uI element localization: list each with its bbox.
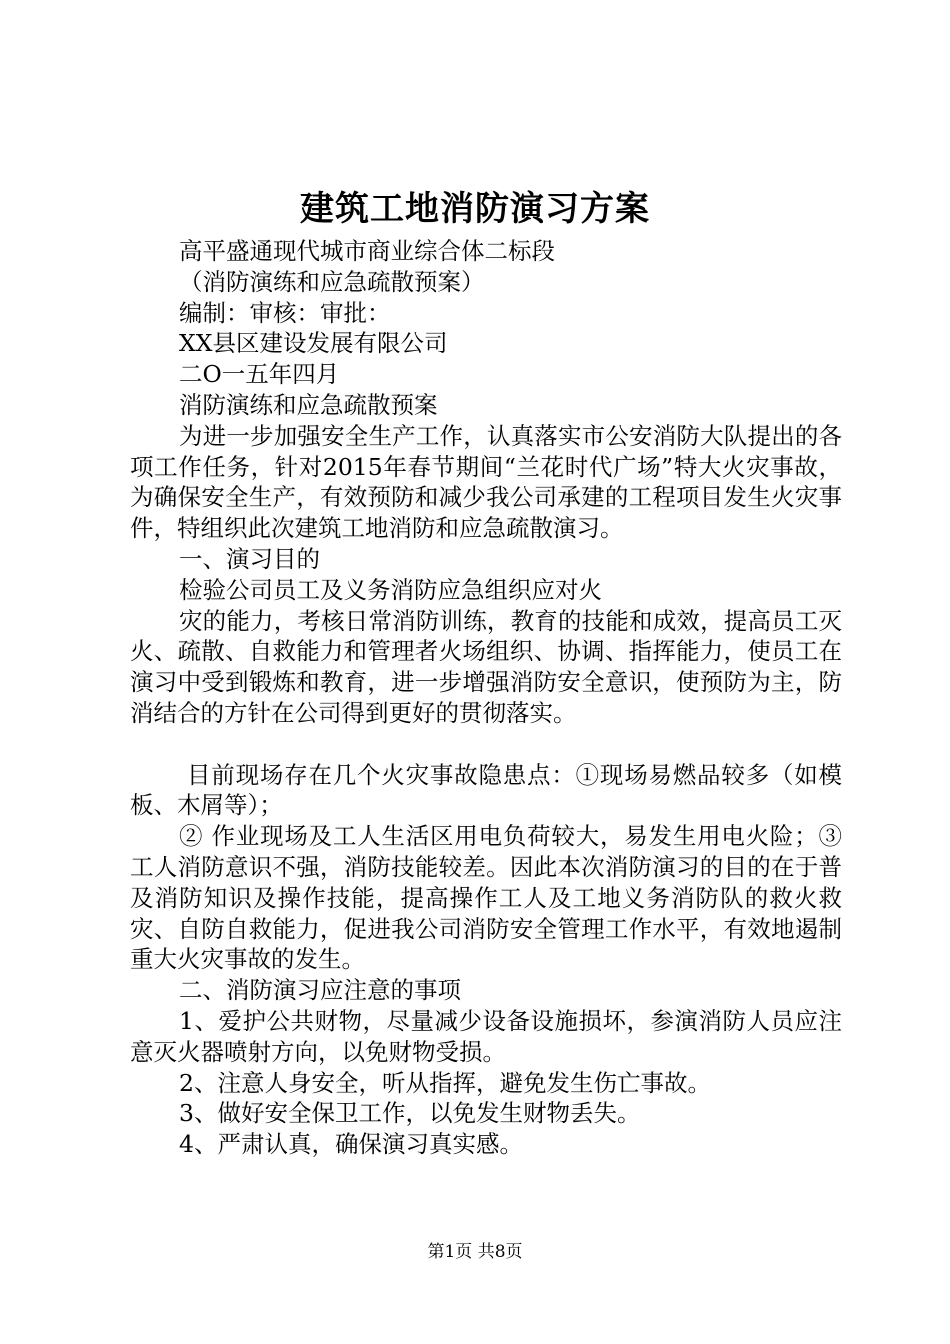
- section-2-heading: 二、消防演习应注意的事项: [179, 976, 461, 1005]
- date-line: 二O一五年四月: [179, 360, 340, 389]
- project-name-line: 高平盛通现代城市商业综合体二标段: [179, 237, 555, 265]
- section-1-heading: 一、演习目的: [179, 544, 320, 573]
- section-2-item-4: 4、严肃认真，确保演习真实感。: [179, 1130, 523, 1159]
- hazards-paragraph-2: ② 作业现场及工人生活区用电负荷较大，易发生用电火险；③工人消防意识不强，消防技能较差。因此本次消防演习的目的在于普及消防知识及操作技能，提高操作工人及工地义务消防队的救火救灾、自防自救能力，促进我公司消防安全管理工作水平，有效地遏制重大火灾事故的发生。: [130, 822, 842, 974]
- intro-paragraph: 为进一步加强安全生产工作，认真落实市公安消防大队提出的各项工作任务，针对2015年春节期间“兰花时代广场”特大火灾事故，为确保安全生产，有效预防和减少我公司承建的工程项目发生火灾事件，特组织此次建筑工地消防和应急疏散演习。: [130, 421, 842, 543]
- section-2-item-2: 2、注意人身安全，听从指挥，避免发生伤亡事故。: [179, 1068, 711, 1097]
- hazards-paragraph-1: 目前现场存在几个火灾事故隐患点：①现场易燃品较多（如模板、木屑等）；: [130, 760, 842, 820]
- paragraph-gap: [130, 729, 842, 760]
- page-number-footer: 第1页 共8页: [427, 1242, 523, 1262]
- company-name-line: XX县区建设发展有限公司: [179, 329, 448, 358]
- approval-line: 编制：审核：审批：: [179, 298, 391, 327]
- document-body: [130, 236, 842, 1160]
- plan-heading-line: 消防演练和应急疏散预案: [179, 390, 438, 419]
- section-1-first-line: 检验公司员工及义务消防应急组织应对火: [179, 575, 602, 604]
- document-title: 建筑工地消防演习方案: [300, 189, 650, 229]
- section-2-item-3: 3、做好安全保卫工作，以免发生财物丢失。: [179, 1099, 641, 1128]
- plan-subtitle-line: （消防演练和应急疏散预案）: [179, 267, 485, 296]
- section-2-item-1: 1、爱护公共财物，尽量减少设备设施损坏，参演消防人员应注意灭火器喷射方向，以免财物受损。: [130, 1006, 842, 1066]
- section-1-paragraph: 灾的能力，考核日常消防训练，教育的技能和成效，提高员工灭火、疏散、自救能力和管理者火场组织、协调、指挥能力，使员工在演习中受到锻炼和教育，进一步增强消防安全意识，使预防为主，防消结合的方针在公司得到更好的贯彻落实。: [130, 606, 842, 727]
